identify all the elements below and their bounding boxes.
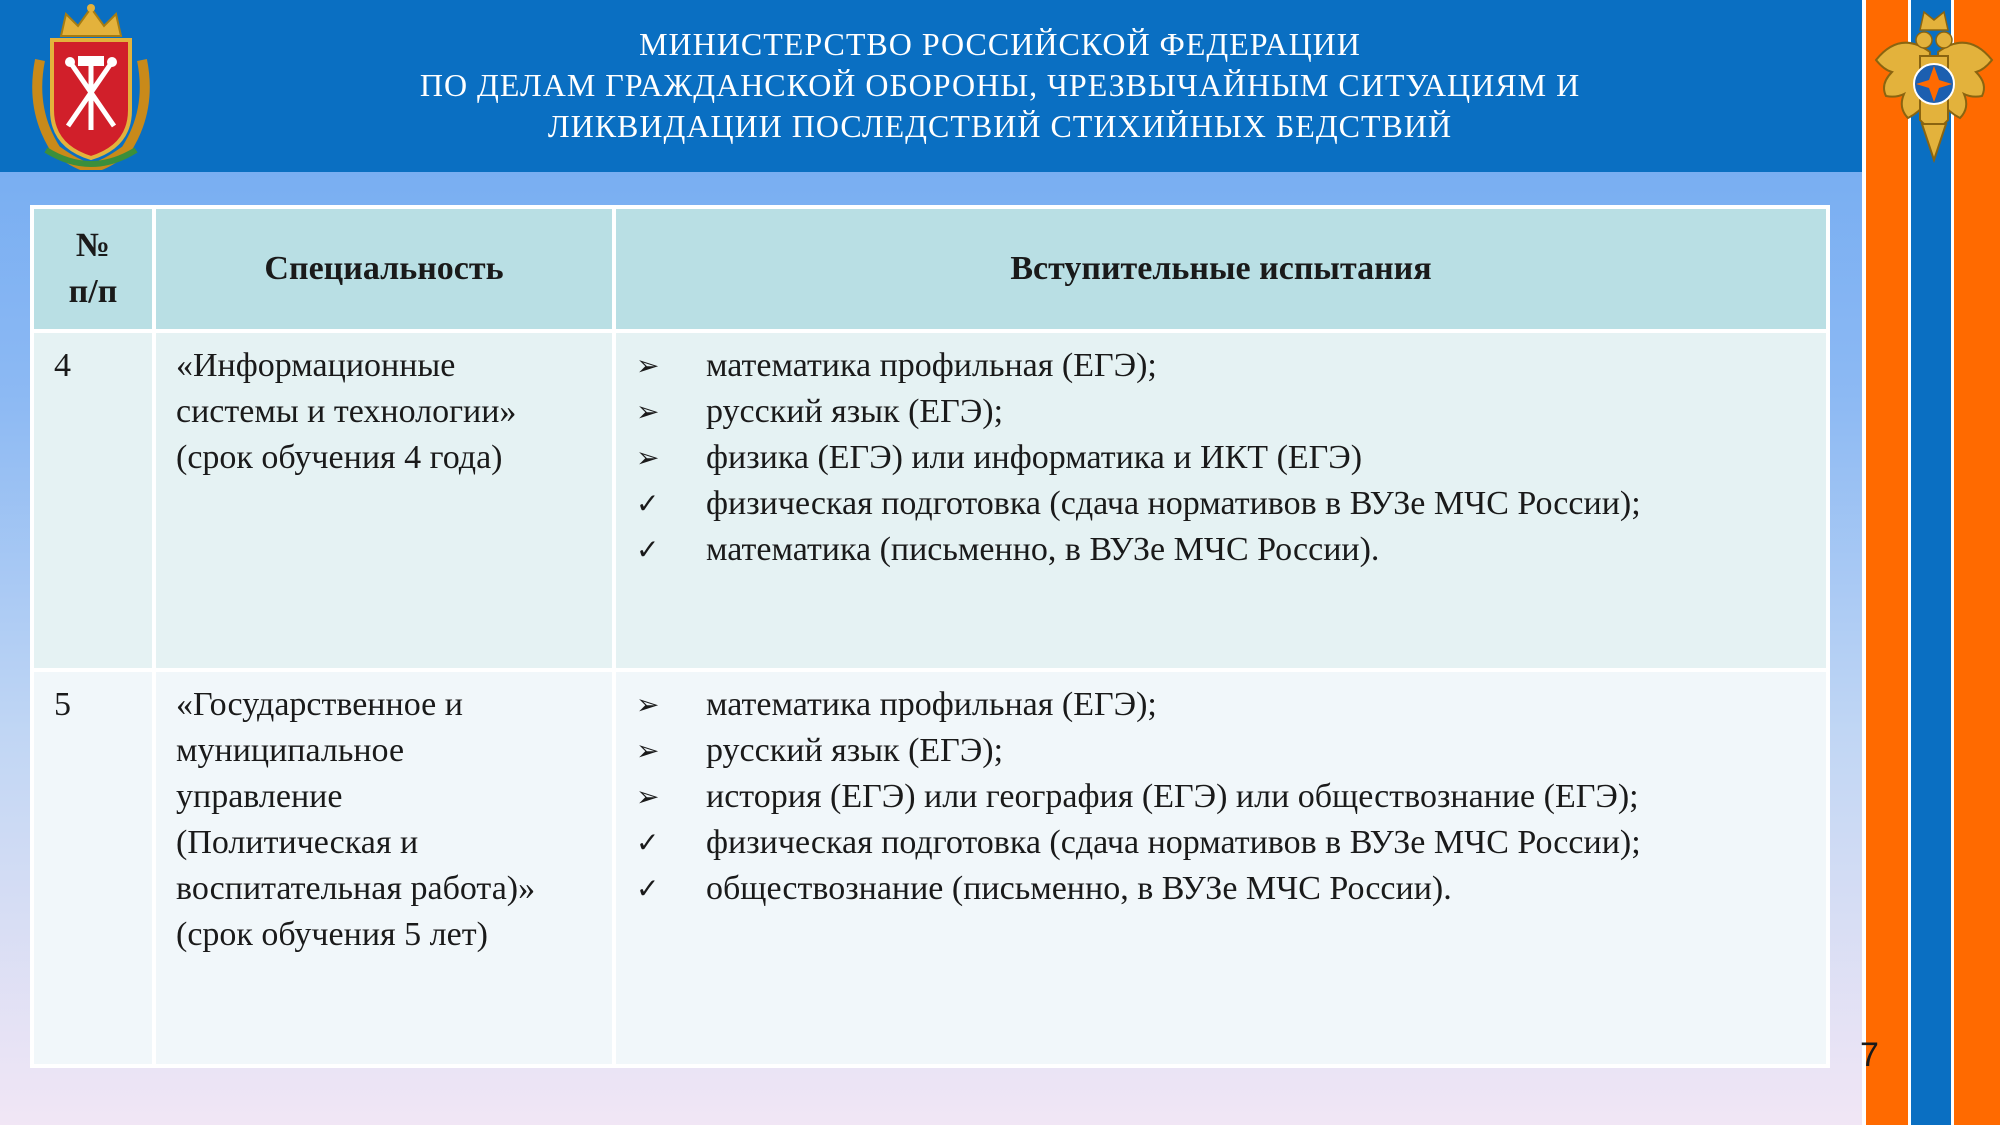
test-text: математика профильная (ЕГЭ); <box>706 686 1157 723</box>
specialty-line: системы и технологии» <box>176 393 517 430</box>
list-item <box>636 820 1826 866</box>
header-bar <box>0 0 1862 172</box>
page-number: 7 <box>1860 1036 1879 1074</box>
list-item <box>636 682 1826 728</box>
arrow-bullet-icon: ➢ <box>636 395 660 428</box>
specialty-line: управление <box>176 778 343 815</box>
test-text: физическая подготовка (сдача нормативов в ВУЗе МЧС России); <box>706 485 1641 522</box>
table-header-row <box>32 207 1828 331</box>
tula-region-coat-of-arms-icon <box>26 0 156 170</box>
check-bullet-icon: ✓ <box>636 487 660 520</box>
specialty-line: (срок обучения 5 лет) <box>176 916 488 953</box>
row-number: 4 <box>32 331 154 670</box>
admission-tests-table <box>30 205 1830 1068</box>
arrow-bullet-icon: ➢ <box>636 349 660 382</box>
test-text: русский язык (ЕГЭ); <box>706 393 1004 430</box>
tests-list <box>636 343 1826 573</box>
header-specialty: Специальность <box>154 207 614 331</box>
list-item <box>636 866 1826 912</box>
check-bullet-icon: ✓ <box>636 826 660 859</box>
specialty-cell <box>154 331 614 670</box>
list-item <box>636 435 1826 481</box>
list-item <box>636 481 1826 527</box>
test-text: обществознание (письменно, в ВУЗе МЧС России). <box>706 870 1452 907</box>
ministry-title-line-3: ЛИКВИДАЦИИ ПОСЛЕДСТВИЙ СТИХИЙНЫХ БЕДСТВИЙ <box>547 108 1453 144</box>
check-bullet-icon: ✓ <box>636 533 660 566</box>
specialty-line: «Государственное и <box>176 686 463 723</box>
table-row <box>32 331 1828 670</box>
test-text: математика профильная (ЕГЭ); <box>706 347 1157 384</box>
specialty-line: (Политическая и <box>176 824 419 861</box>
ministry-title-line-1: МИНИСТЕРСТВО РОССИЙСКОЙ ФЕДЕРАЦИИ <box>639 26 1361 62</box>
list-item <box>636 389 1826 435</box>
test-text: русский язык (ЕГЭ); <box>706 732 1004 769</box>
row-number: 5 <box>32 670 154 1066</box>
header-number-line-1: № <box>75 227 111 264</box>
specialty-line: муниципальное <box>176 732 405 769</box>
list-item <box>636 774 1826 820</box>
tests-cell <box>614 670 1828 1066</box>
test-text: история (ЕГЭ) или география (ЕГЭ) или обществознание (ЕГЭ); <box>706 778 1639 815</box>
emercom-eagle-emblem-icon <box>1870 0 1998 172</box>
list-item <box>636 728 1826 774</box>
list-item <box>636 527 1826 573</box>
table-row <box>32 670 1828 1066</box>
list-item <box>636 343 1826 389</box>
arrow-bullet-icon: ➢ <box>636 441 660 474</box>
specialty-cell <box>154 670 614 1066</box>
specialty-line: «Информационные <box>176 347 456 384</box>
header-tests: Вступительные испытания <box>614 207 1828 331</box>
specialty-line: (срок обучения 4 года) <box>176 439 503 476</box>
arrow-bullet-icon: ➢ <box>636 780 660 813</box>
test-text: физическая подготовка (сдача нормативов в ВУЗе МЧС России); <box>706 824 1641 861</box>
specialty-line: воспитательная работа)» <box>176 870 536 907</box>
test-text: физика (ЕГЭ) или информатика и ИКТ (ЕГЭ) <box>706 439 1363 476</box>
tests-cell <box>614 331 1828 670</box>
ministry-title <box>160 24 1840 147</box>
ministry-title-line-2: ПО ДЕЛАМ ГРАЖДАНСКОЙ ОБОРОНЫ, ЧРЕЗВЫЧАЙНЫМ СИТУАЦИЯМ И <box>419 67 1581 103</box>
header-number-line-2: п/п <box>68 273 118 310</box>
arrow-bullet-icon: ➢ <box>636 734 660 767</box>
arrow-bullet-icon: ➢ <box>636 688 660 721</box>
test-text: математика (письменно, в ВУЗе МЧС России). <box>706 531 1380 568</box>
check-bullet-icon: ✓ <box>636 872 660 905</box>
header-number <box>32 207 154 331</box>
tests-list <box>636 682 1826 912</box>
